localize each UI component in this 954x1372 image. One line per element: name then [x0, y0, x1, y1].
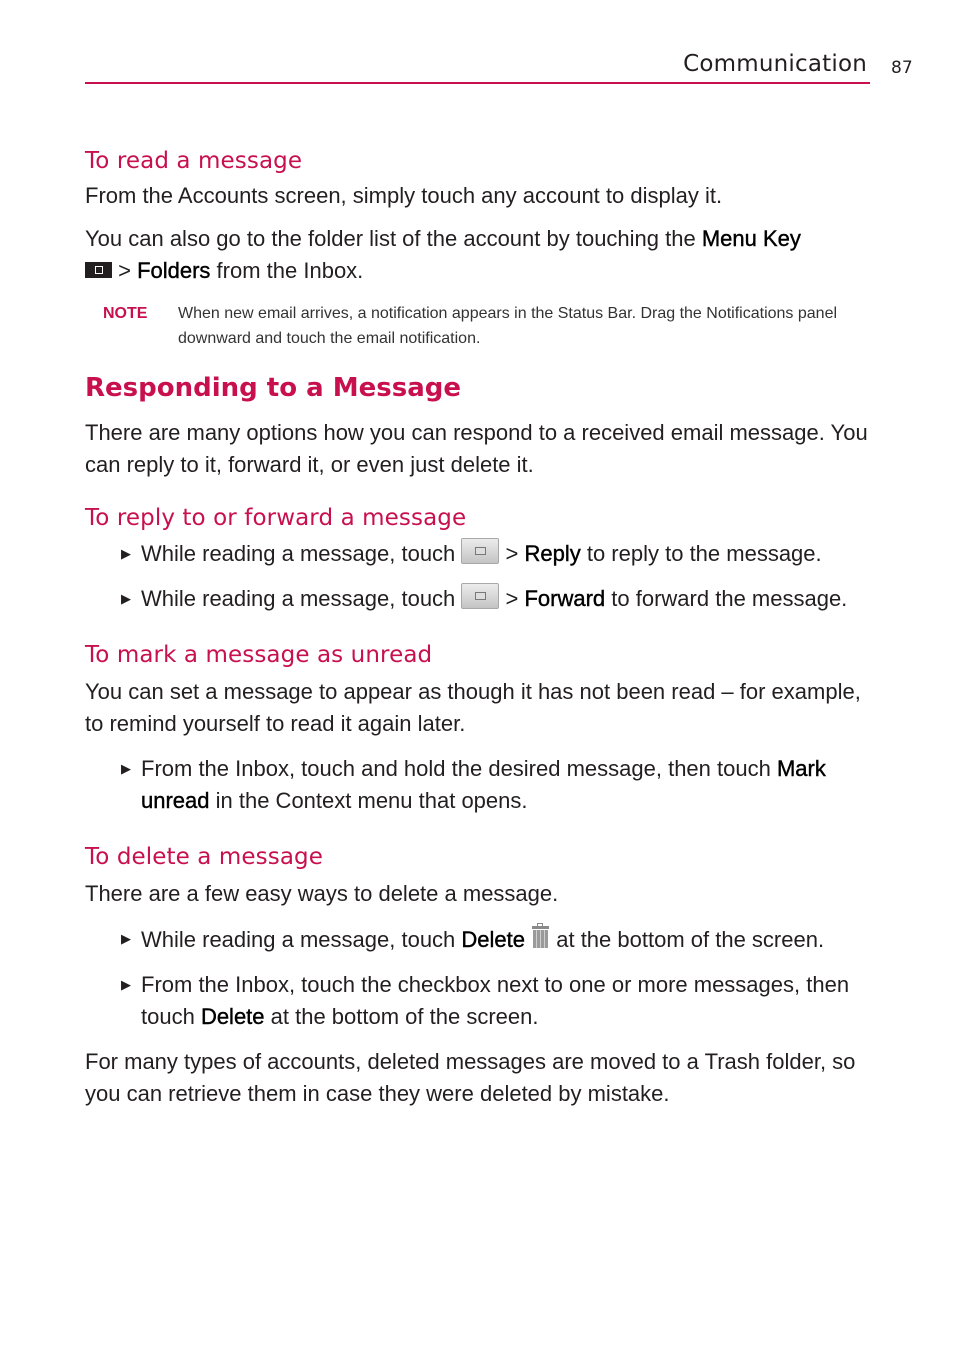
text: While reading a message, touch — [141, 586, 462, 611]
note-text: When new email arrives, a notification appears in the Status Bar. Drag the Notifications panel downward and touch the email notification. — [178, 305, 838, 347]
delete-label: Delete — [461, 927, 525, 952]
heading-read-message: To read a message — [85, 148, 303, 174]
text: From the Inbox, touch and hold the desired message, then touch — [141, 756, 777, 781]
list-item — [85, 583, 875, 615]
list-item — [85, 753, 875, 817]
page-header — [85, 48, 870, 84]
text: in the Context menu that opens. — [209, 788, 528, 813]
delete-label: Delete — [200, 1004, 265, 1029]
mark-unread-label: Mark unread — [141, 756, 826, 813]
delete-closing: For many types of accounts, deleted messages are moved to a Trash folder, so you can retrieve them in case they were deleted by mistake. — [85, 1049, 856, 1106]
delete-paragraph: There are a few easy ways to delete a message. — [85, 881, 559, 906]
list-item — [85, 538, 875, 570]
menu-key-label: Menu Key — [701, 226, 801, 251]
responding-intro: There are many options how you can respond to a received email message. You can reply to it, forward it, or even just delete it. — [85, 420, 868, 477]
text: While reading a message, touch — [141, 541, 462, 566]
text: While reading a message, touch — [141, 927, 462, 952]
list-item — [85, 923, 875, 956]
text: From the Inbox, touch the checkbox next to one or more messages, then touch — [141, 972, 850, 1029]
unread-list — [85, 753, 875, 817]
bullet-arrow-icon: ▶ — [121, 761, 131, 776]
separator: > — [499, 586, 525, 611]
separator: > — [112, 258, 138, 283]
text: to reply to the message. — [580, 541, 822, 566]
reply-list — [85, 538, 875, 615]
text: to forward the message. — [605, 586, 848, 611]
message-menu-icon — [461, 583, 499, 609]
text: at the bottom of the screen. — [264, 1004, 539, 1029]
text: at the bottom of the screen. — [550, 927, 825, 952]
folders-label: Folders — [137, 258, 211, 283]
heading-responding: Responding to a Message — [85, 373, 461, 403]
read-paragraph-2 — [85, 223, 875, 287]
trash-icon — [531, 923, 550, 949]
menu-key-icon — [85, 262, 112, 278]
heading-mark-unread: To mark a message as unread — [85, 642, 433, 668]
delete-list — [85, 923, 875, 1033]
list-item — [85, 969, 875, 1033]
separator: > — [499, 541, 525, 566]
text: from the Inbox. — [210, 258, 364, 283]
heading-reply-forward: To reply to or forward a message — [85, 505, 467, 531]
bullet-arrow-icon: ▶ — [121, 591, 131, 606]
page-number: 87 — [891, 58, 913, 78]
bullet-arrow-icon: ▶ — [121, 546, 131, 561]
heading-delete: To delete a message — [85, 844, 323, 870]
forward-label: Forward — [524, 586, 606, 611]
page-content — [85, 148, 875, 1110]
note — [103, 301, 875, 351]
unread-paragraph: You can set a message to appear as though it has not been read – for example, to remind yourself to read it again later. — [85, 679, 861, 736]
reply-label: Reply — [524, 541, 581, 566]
text: You can also go to the folder list of the account by touching the — [85, 226, 702, 251]
section-title: Communication — [683, 51, 867, 77]
bullet-arrow-icon: ▶ — [121, 931, 131, 946]
read-paragraph-1: From the Accounts screen, simply touch any account to display it. — [85, 183, 723, 208]
bullet-arrow-icon: ▶ — [121, 977, 131, 992]
note-label: NOTE — [103, 305, 148, 322]
message-menu-icon — [461, 538, 499, 564]
